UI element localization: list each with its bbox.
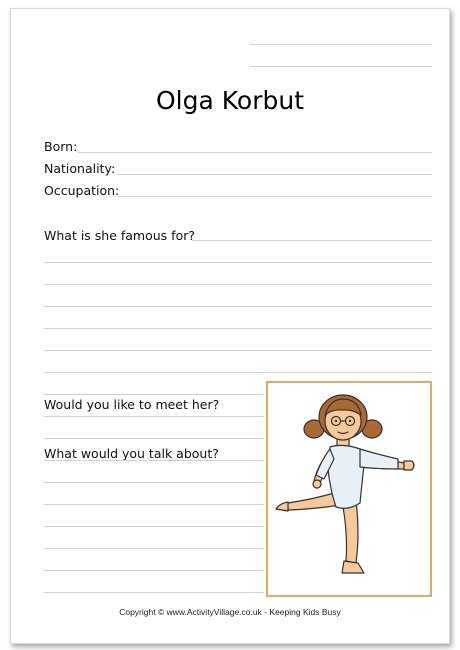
date-line — [250, 66, 432, 67]
answer-line[interactable] — [44, 306, 432, 307]
born-line[interactable] — [78, 152, 432, 153]
answer-line[interactable] — [44, 570, 264, 571]
illustration-frame — [266, 381, 432, 597]
answer-line[interactable] — [44, 394, 264, 395]
talk-about-question: What would you talk about? — [44, 446, 219, 461]
occupation-label: Occupation: — [44, 183, 120, 198]
answer-line[interactable] — [44, 460, 264, 461]
answer-line[interactable] — [44, 438, 264, 439]
answer-line[interactable] — [44, 284, 432, 285]
answer-line[interactable] — [44, 482, 264, 483]
answer-line[interactable] — [44, 328, 432, 329]
nationality-line[interactable] — [118, 174, 432, 175]
famous-for-question: What is she famous for? — [44, 228, 195, 243]
born-label: Born: — [44, 139, 78, 154]
gymnast-illustration-icon — [268, 383, 430, 595]
answer-line[interactable] — [44, 526, 264, 527]
answer-line[interactable] — [44, 372, 432, 373]
answer-line[interactable] — [44, 504, 264, 505]
famous-for-line[interactable] — [192, 240, 432, 241]
answer-line[interactable] — [44, 416, 264, 417]
answer-line[interactable] — [44, 262, 432, 263]
answer-line[interactable] — [44, 592, 264, 593]
answer-line[interactable] — [44, 350, 432, 351]
occupation-line[interactable] — [118, 196, 432, 197]
nationality-label: Nationality: — [44, 161, 116, 176]
name-line — [250, 44, 432, 45]
answer-line[interactable] — [44, 548, 264, 549]
page-title: Olga Korbut — [156, 86, 304, 115]
copyright-footer: Copyright © www.ActivityVillage.co.uk - Keeping Kids Busy — [119, 607, 341, 617]
meet-question: Would you like to meet her? — [44, 397, 220, 412]
